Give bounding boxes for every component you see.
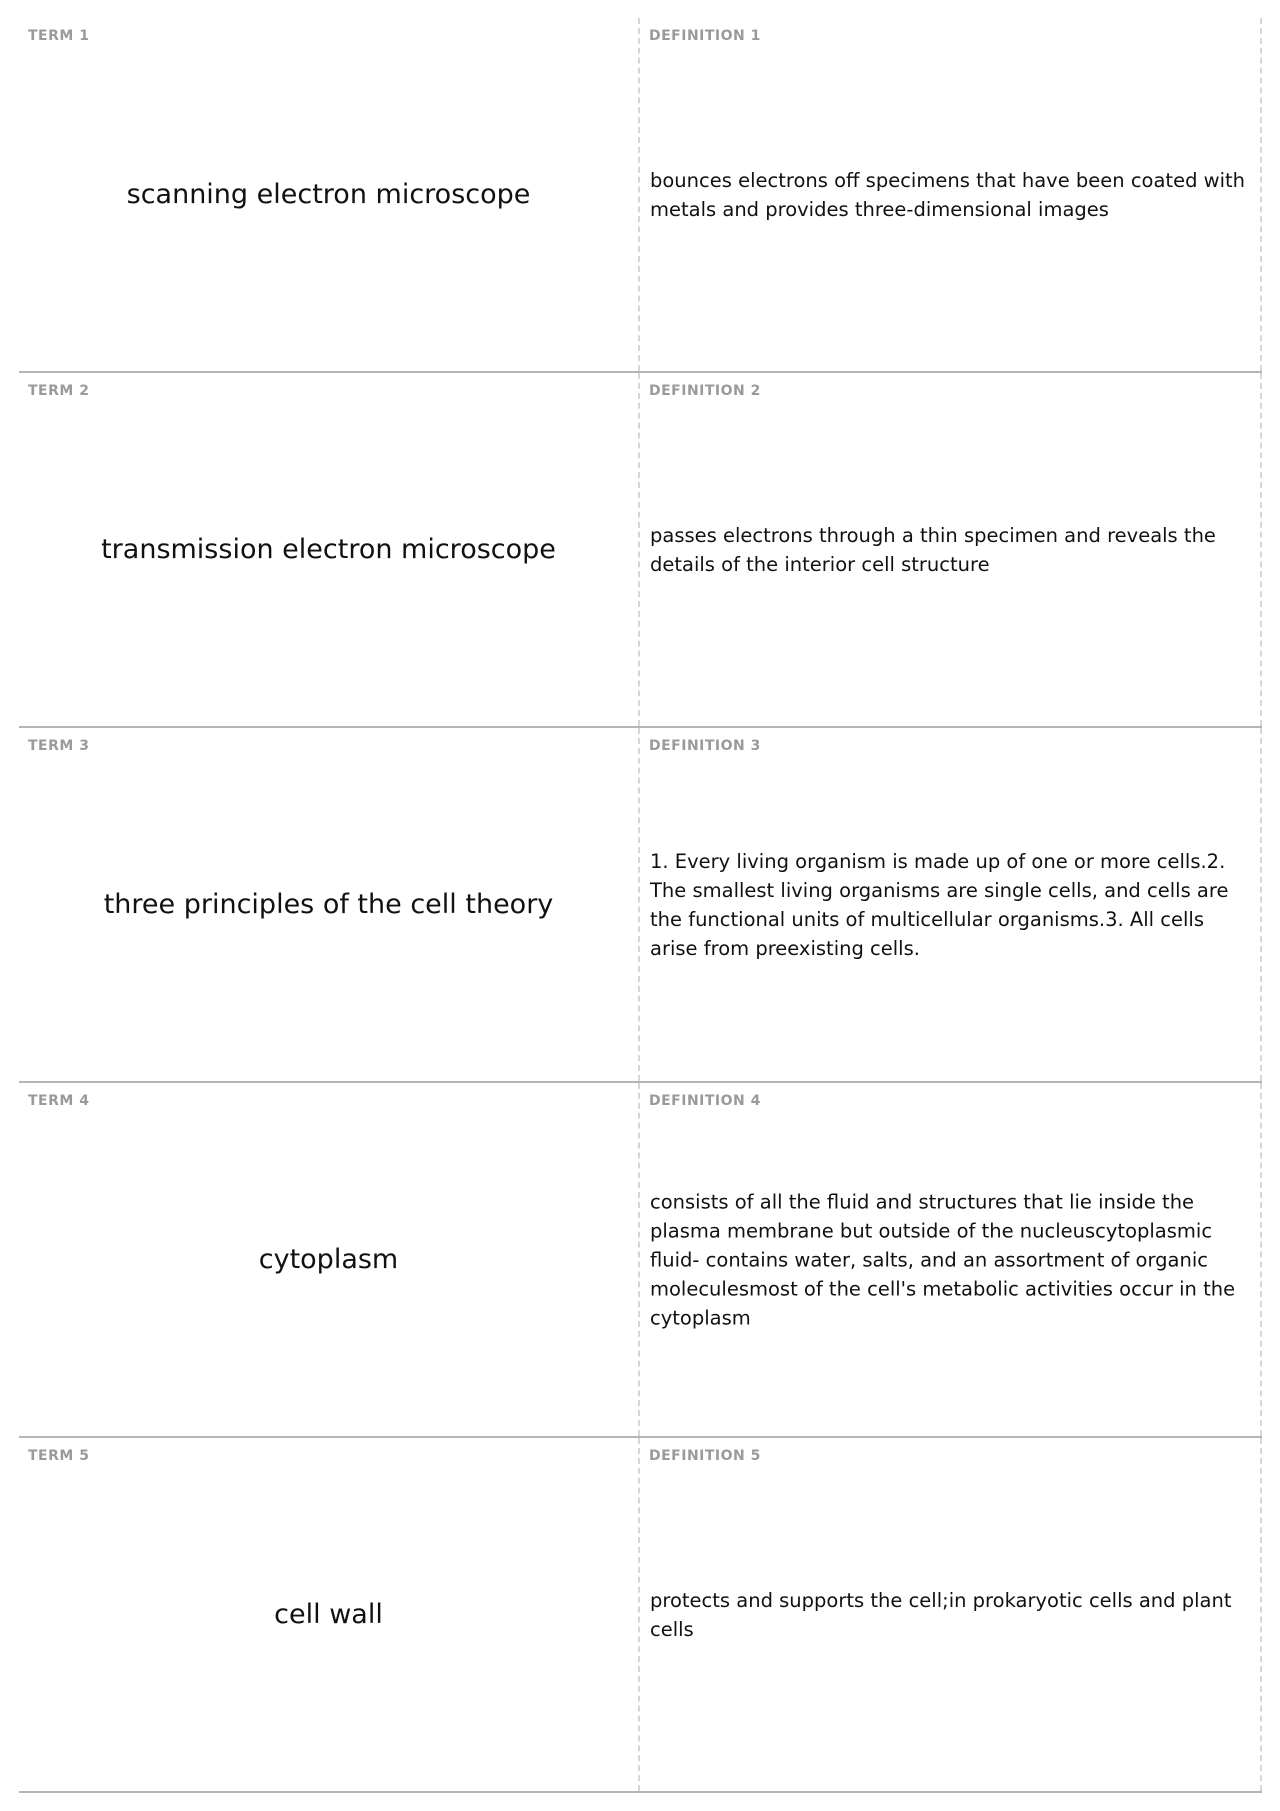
- flashcard-row: [19, 373, 1262, 728]
- term-cell: [19, 1083, 640, 1436]
- definition-text: protects and supports the cell;in prokaryotic cells and plant cells: [650, 1588, 1232, 1641]
- term-text: three principles of the cell theory: [103, 888, 554, 920]
- definition-label: DEFINITION 4: [649, 1093, 761, 1109]
- term-cell: [19, 373, 640, 726]
- flashcard-row: [19, 728, 1262, 1083]
- definition-text: bounces electrons off specimens that have been coated with metals and provides three-dimensional images: [650, 168, 1246, 221]
- definition-cell: [640, 728, 1262, 1081]
- definition-text: passes electrons through a thin specimen and reveals the details of the interior cell structure: [650, 523, 1216, 576]
- flashcard-sheet: [19, 18, 1262, 1793]
- term-cell: [19, 728, 640, 1081]
- definition-cell: [640, 18, 1262, 371]
- definition-label: DEFINITION 1: [649, 28, 761, 44]
- definition-text: 1. Every living organism is made up of one or more cells.2. The smallest living organisms are single cells, and cells are the functional units of multicellular organisms.3. All cells arise from preexisting cells.: [650, 849, 1229, 960]
- definition-text: consists of all the fluid and structures that lie inside the plasma membrane but outside of the nucleuscytoplasmic fluid- contains water, salts, and an assortment of organic moleculesmost of the cell's metabolic activities occur in the cytoplasm: [650, 1190, 1236, 1329]
- term-text: transmission electron microscope: [101, 533, 556, 565]
- term-text: cell wall: [274, 1598, 383, 1630]
- term-cell: [19, 18, 640, 371]
- term-label: TERM 3: [28, 738, 90, 754]
- definition-label: DEFINITION 5: [649, 1448, 761, 1464]
- term-label: TERM 1: [28, 28, 90, 44]
- term-label: TERM 4: [28, 1093, 90, 1109]
- term-label: TERM 5: [28, 1448, 90, 1464]
- flashcard-row: [19, 18, 1262, 373]
- flashcard-row: [19, 1438, 1262, 1793]
- definition-cell: [640, 1083, 1262, 1436]
- term-text: scanning electron microscope: [126, 178, 531, 210]
- definition-label: DEFINITION 3: [649, 738, 761, 754]
- term-text: cytoplasm: [258, 1243, 399, 1275]
- definition-label: DEFINITION 2: [649, 383, 761, 399]
- definition-cell: [640, 373, 1262, 726]
- flashcard-row: [19, 1083, 1262, 1438]
- definition-cell: [640, 1438, 1262, 1791]
- term-label: TERM 2: [28, 383, 90, 399]
- term-cell: [19, 1438, 640, 1791]
